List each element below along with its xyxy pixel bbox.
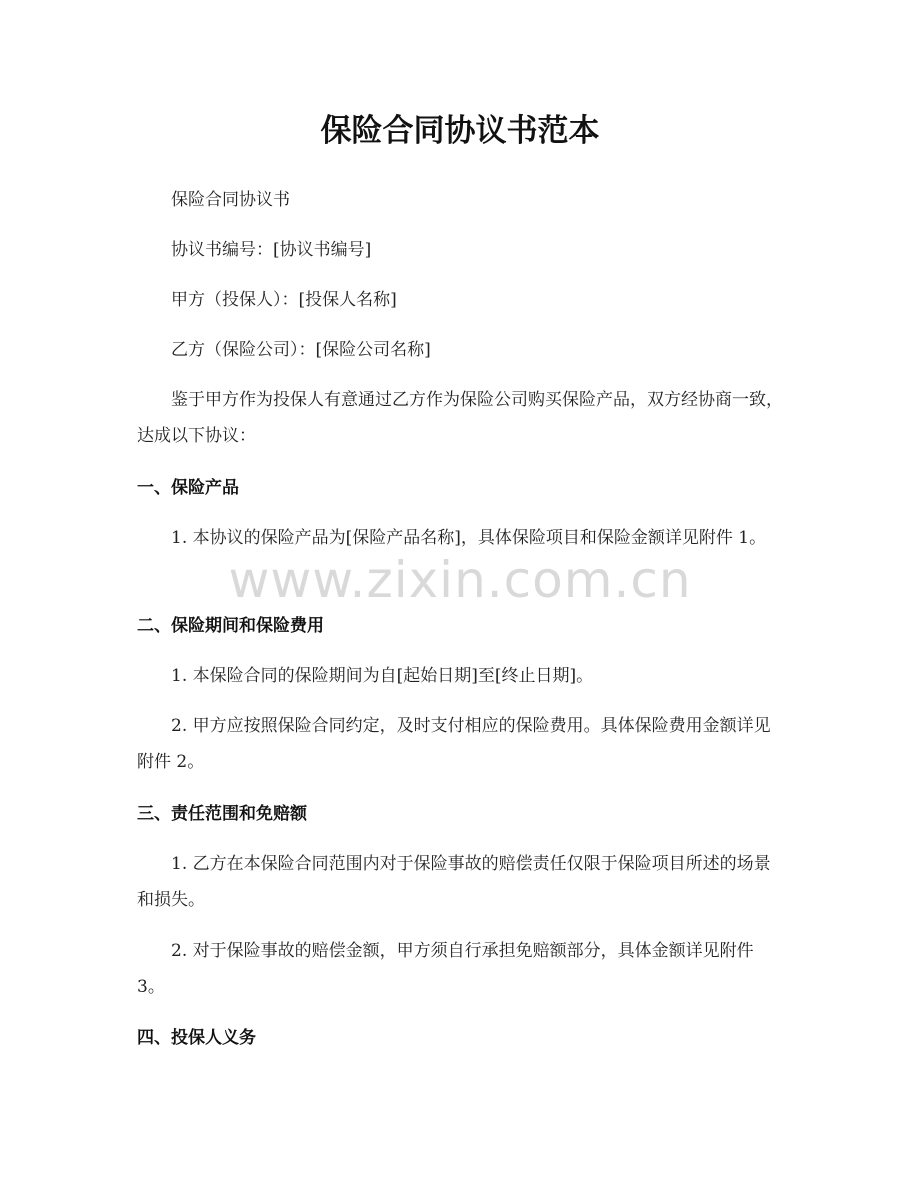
section-3-item-1: 1. 乙方在本保险合同范围内对于保险事故的赔偿责任仅限于保险项目所述的场景和损失。 (137, 854, 771, 910)
section-heading-2: 二、保险期间和保险费用 (137, 616, 324, 636)
agreement-number: 协议书编号：[协议书编号] (171, 240, 372, 260)
party-b: 乙方（保险公司）：[保险公司名称] (171, 340, 431, 360)
watermark: www.zixin.com.cn (228, 551, 692, 609)
doc-name: 保险合同协议书 (171, 190, 290, 210)
party-a: 甲方（投保人）：[投保人名称] (171, 290, 397, 310)
section-3-item-2: 2. 对于保险事故的赔偿金额，甲方须自行承担免赔额部分，具体金额详见附件 3。 (137, 941, 754, 997)
section-heading-3: 三、责任范围和免赔额 (137, 804, 307, 824)
page-title: 保险合同协议书范本 (320, 113, 600, 149)
section-heading-1: 一、保险产品 (137, 478, 239, 498)
section-1-item-1: 1. 本协议的保险产品为[保险产品名称]，具体保险项目和保险金额详见附件 1。 (171, 528, 767, 548)
preamble: 鉴于甲方作为投保人有意通过乙方作为保险公司购买保险产品，双方经协商一致，达成以下协议： (137, 390, 783, 446)
section-2-item-2: 2. 甲方应按照保险合同约定，及时支付相应的保险费用。具体保险费用金额详见附件 2。 (137, 716, 771, 772)
section-2-item-1: 1. 本保险合同的保险期间为自[起始日期]至[终止日期]。 (171, 666, 594, 686)
section-heading-4: 四、投保人义务 (137, 1028, 256, 1048)
